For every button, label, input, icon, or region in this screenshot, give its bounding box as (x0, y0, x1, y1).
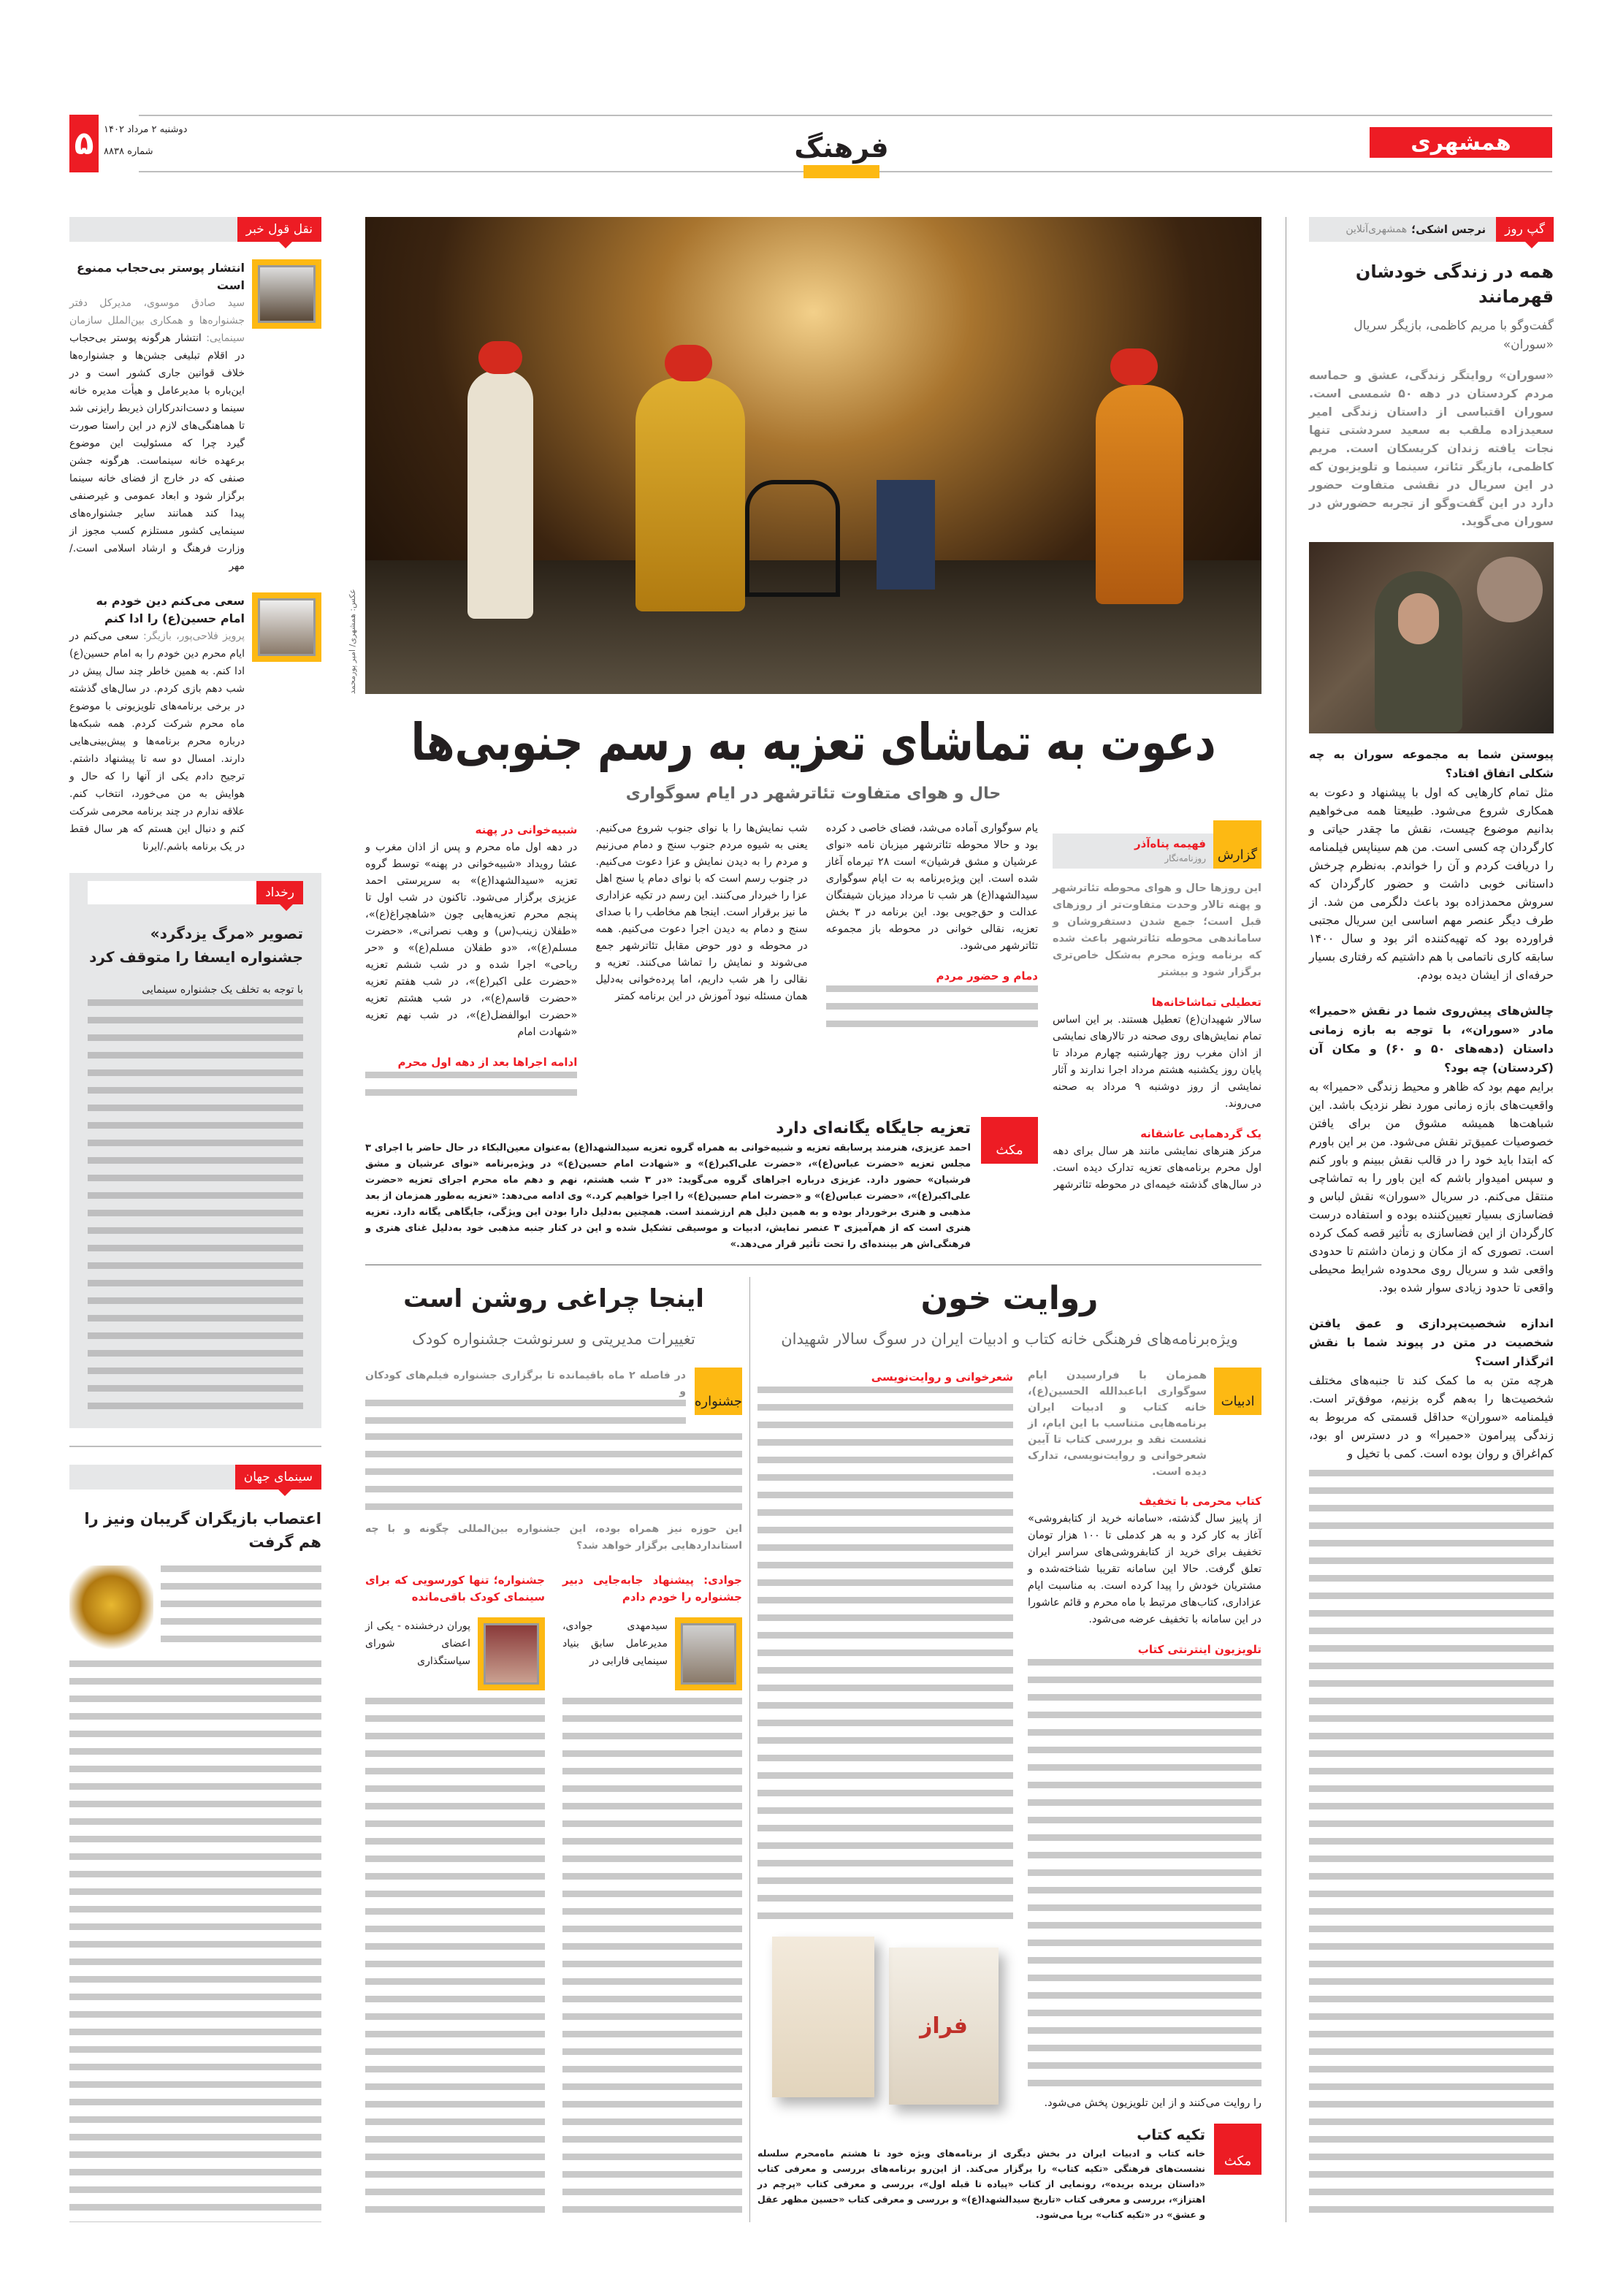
center-content (365, 707, 1261, 2222)
festival-lead-block (365, 1368, 686, 1433)
actress-photo (1309, 542, 1554, 733)
interview-headline: همه در زندگی خودشان قهرمانند (1355, 262, 1554, 307)
derakhshandeh-row (365, 1617, 545, 1690)
festival-lead: در فاصله ۲ ماه باقیمانده تا برگزاری جشنواره فیلم‌های کودکان و (365, 1370, 686, 1397)
maks-text: احمد عزیزی، هنرمند پرسابقه تعزیه و شبیه‌خوانی به همراه گروه تعزیه سیدالشهدا(ع) به‌عنوان معین‌البکاء در حال حاضر با اجرای ۳ مجلس تعزیه «حضرت عباس(ع)»، «حضرت علی‌اکبر(ع)» و «شهادت امام حسین(ع)» در ویژه‌برنامه «نوای عرشیان و مشق فرشیان» حضور دارد. عزیزی درباره اجراهای گروه می‌گوید: «در ۳ شب هشتم، نهم و دهم ماه محرم اجرای تعزیه «حضرت علی‌اکبر(ع)»، «حضرت عباس(ع)» و «حضرت امام حسین(ع)» را اجرا خواهیم کرد.» وی ادامه می‌دهد: «تعزیه به‌طور همزمان از بعد مذهبی و هنری برخوردار بوده و به همین دلیل هم ارزشمند است. همچنین به‌دلیل دارا بودن این ویژگی، جایگاهی یگانه دارد. تعزیه هنری است که از هم‌آمیزی ۳ عنصر نمایش، ادبیات و موسیقی تشکیل شده و این در کنار جنبه مذهبی خود به‌دلیل غنای هنری و فرهنگی‌اش هر بیننده‌ای را تحت تأثیر قرار می‌دهد.» (365, 1143, 972, 1250)
section-title: فرهنگ (794, 131, 889, 164)
tag-world-cinema: سینمای جهان (235, 1465, 321, 1490)
answer-1: مثل تمام کارهایی که اول با پیشنهاد و دعوت به همکاری شروع می‌شود. طبیعتا همه می‌خواهیم بدانیم موضوع چیست، نقش ما چقدر حیاتی و کارگردان چه کسی است. من هم سیناپس فیلمنامه را دریافت کردم و آن را خواندم. به‌نظرم چرخش داستانی خوبی داشت و حضور کارگردان که سروش محمدزاده بود باعث دلگرمی من شد. از طرف دیگر عنصر مهم اساسی این سریال مجتبی فراورده بود که تهیه‌کننده اثر بود و سال ۱۴۰۰ سابقه کاری ناتمامی با هم داشتیم که رفتاری بسیار حرفه‌ای از ایشان دیده بودم. (1309, 785, 1554, 982)
quote-2-text: سعی می‌کنم در ایام محرم دین خودم را به امام حسین(ع) ادا کنم. به همین خاطر چند سال پیش در شب دهم بازی کردم. در سال‌های گذشته در برخی برنامه‌های تلویزیونی با موضوع ماه محرم شرکت کردم. همه شبکه‌ها درباره محرم برنامه‌ها و پیش‌بینی‌هایی دارند. امسال دو سه تا پیشنهاد داشتم. ترجیح دادم یکی از آنها را که حال و هوایش به من می‌خورد، انتخاب کنم. علاقه ندارم در چند برنامه محرمی شرکت کنم و دنبال این هستم که هر سال فقط در یک برنامه باشم./ایرنا (69, 630, 245, 853)
maks-books-content (757, 2124, 1205, 2222)
discount-text: از پاییز سال گذشته، «سامانه خرید از کتابفروشی» آغاز به کار کرد و به هر کدملی تا ۱۰۰ هزار تومان تخفیف برای خرید از کتابفروشی‌های سراسر ایران تعلق گرفت. حالا این سامانه تقریبا شناخته‌شده و مشتریان خودش را پیدا کرده است. به مناسبت ایام عزاداری، کتاب‌های مرتبط با ماه محرم و قائم عاشورا در این سامانه با تخفیف عرضه می‌شود. (1028, 1513, 1261, 1625)
subhead-gerdhamaei: یک گردهمایی عاشقانه (1140, 1127, 1261, 1140)
festival-lead-end: این حوزه نیز همراه بوده، این جشنواره بین‌المللی چگونه و با چه استانداردهایی برگزار خواهد شد؟ (365, 1523, 742, 1552)
main-headline-wrap (365, 707, 1261, 777)
report-body (365, 820, 1261, 1253)
subhead-edameh: ادامه اجراها بعد از دهه اول محرم (397, 1056, 578, 1069)
tag-bar-quotes (69, 217, 321, 242)
interview-continued-text (1309, 1470, 1554, 2222)
subhead-javadi: جوادی: پیشنهاد جابه‌جایی دبیر جشنواره را خودم دادم (562, 1574, 742, 1603)
article-divider (749, 1277, 750, 2222)
javadi-text-continued (562, 1698, 742, 2222)
answer-2: برایم مهم بود که ظاهر و محیط زندگی «حمیرا» به واقعیت‌های بازه زمانی مورد نظر نزدیک باشد. این شباهت‌ها همیشه مشوق من برای یافتن خصوصیات عمیق‌تر نقش می‌شود. من بر این باورم که ابتدا باید خود را در قالب نقش ببینم و باور کنم و سپس امیدوار باشم که این باور را به تماشاچی منتقل می‌کنم. در سریال «سوران» نقش لباس و فضاسازی بسیار تعیین‌کننده بوده و استفاده درست کارگردان از این فضاسازی به تأثیر قصه کمک کرده است. تصوری که از مکان و زمان داشتم تا حدودی واقعی شد و سریال روی محدوده شرایط محیطی واقعی تا حدود زیادی سوار شده بود. (1309, 1080, 1554, 1294)
books-lead-row (1028, 1368, 1261, 1480)
question-3: اندازه شخصیت‌پردازی و عمق یافتن شخصیت در متن در پیوند شما با نقش اثرگذار است؟ (1309, 1316, 1554, 1368)
quote-1-source: سید صادق موسوی، مدیرکل دفتر جشنواره‌ها و همکاری بین‌الملل سازمان سینمایی: (69, 297, 245, 344)
quote-2-title: سعی می‌کنم دین خودم به امام حسین(ع) را ادا کنم (96, 594, 245, 625)
issue-date: دوشنبه ۲ مرداد ۱۴۰۲ (104, 124, 188, 135)
interview-subhead: گفت‌وگو با مریم کاظمی، بازیگر سریال «سوران» (1354, 319, 1554, 352)
books-article (757, 1277, 1261, 2222)
festival-interviews (365, 1572, 742, 2222)
report-column-4 (365, 820, 577, 1105)
lower-articles (365, 1277, 1261, 2222)
world-cinema-text (69, 1660, 321, 2222)
page-number: ۵ (69, 115, 99, 172)
header-top-rule (139, 115, 1552, 116)
kicker-literature: ادبیات (1214, 1368, 1261, 1415)
internet-tv-text (1028, 1659, 1261, 2088)
books-headline: روایت خون (920, 1280, 1099, 1317)
event-text (88, 999, 303, 1417)
quote-1-title: انتشار پوستر بی‌حجاب ممنوع است (77, 261, 245, 292)
report-columns-2-4 (365, 820, 1038, 1253)
world-cinema-text-top (161, 1565, 321, 1653)
festival-article (365, 1277, 742, 2222)
subhead-tatili: تعطیلی تماشاخانه‌ها (1151, 996, 1261, 1009)
tag-bar-world-cinema (69, 1465, 321, 1490)
quote-1-content (69, 259, 245, 575)
article-column-4: در دهه اول ماه محرم و پس از اذان مغرب و عشا رویداد «شبیه‌خوانی در پهنه» توسط گروه تعزیه «سیدالشهدا(ع)» به سرپرستی احمد عزیزی برگزار می‌شود. تاکنون در شب اول تا پنجم محرم تعزیه‌هایی چون «شاهچراغ(ع)»، «طفلان زینب(س) و وهب نصرانی»، «حضرت مسلم(ع)»، «دو طفلان مسلم(ع)» و «حر ریاحی» اجرا شده و در شب ششم تعزیه «حضرت علی اکبر(ع)»، در شب هفتم تعزیه «حضرت قاسم(ع)»، در شب هشتم تعزیه «حضرت ابوالفضل(ع)»، در شب نهم تعزیه «شهادت امام (365, 842, 578, 1038)
tag-event: رخداد (256, 881, 303, 904)
photo-credit: عکس: همشهری/ امیر پورمحمد (348, 589, 357, 694)
quote-1-body (69, 294, 245, 575)
kicker-report: گزارش (1213, 820, 1261, 869)
report-column-3 (595, 820, 807, 1005)
edameh-text (365, 1072, 577, 1105)
tazieh-performance-photo (365, 217, 1261, 694)
golden-lion-image (69, 1565, 153, 1653)
question-2: چالش‌های پیش‌روی شما در نقش «حمیرا» مادر «سوران»، با توجه به بازه زمانی داستان (دهه‌های ۵۰ و ۶۰) و مکان آن (کردستان) چه بود؟ (1309, 1004, 1554, 1075)
tag-news-quote: نقل قول خبر (237, 217, 321, 242)
maks-content (365, 1117, 971, 1253)
maks-tag: مکث (981, 1117, 1038, 1164)
tag-gap-rooz: گپ روز (1496, 217, 1554, 242)
reporter-role: روزنامه‌نگار (1164, 853, 1206, 863)
derakhshandeh-text: پوران درخشنده - یکی از اعضای شورای سیاستگذاری (365, 1620, 470, 1667)
maks-text-books: خانه کتاب و ادبیات ایران در بخش دیگری از برنامه‌های ویژه خود تا هشتم ماه‌محرم سلسله نشست‌های فرهنگی «تکیه کتاب» را برگزار می‌کند. از این‌رو برنامه‌های بررسی و معرفی کتاب «داستان بریده بریده»، رونمایی از کتاب «پیاده تا قبله اول»، بررسی و معرفی کتاب «پرچم در اهتزاز»، بررسی و معرفی کتاب «تاریخ سیدالشهدا(ع)» و بررسی و معرفی کتاب «حسین مظهر عقل و عشق» در «تکیه کتاب» برپا می‌شود. (757, 2148, 1205, 2220)
fallahipour-photo (252, 592, 321, 662)
quote-2-source: پرویز فلاحی‌پور، بازیگر: (142, 630, 245, 642)
festival-headline: اینجا چراغی روشن است (403, 1284, 704, 1313)
subhead-domam: دمام و حضور مردم (936, 969, 1038, 983)
subhead-poetry: شعرخوانی و روایت‌نویسی (871, 1370, 1013, 1384)
section-underline (804, 165, 879, 178)
quote-1-text: انتشار هرگونه پوستر بی‌حجاب در اقلام تبلیغی جشن‌ها و جشنواره‌ها خلاف قوانین جاری کشور است و در این‌باره با مدیرعامل و هیأت مدیره خانه سینما و دست‌اندرکاران ذیربط رایزنی شد تا هماهنگی‌های لازم در این راستا صورت گیرد چرا که مسئولیت این موضوع برعهده خانه سینماست. هرگونه جشن صنفی که در خارج از فضای خانه سینما برگزار شود و ابعاد عمومی و غیرصنفی پیدا کند همانند سایر جشنواره‌های سینمایی کشور مستلزم کسب مجوز از وزارت فرهنگ و ارشاد اسلامی است./مهر (69, 332, 245, 572)
issue-number: شماره ۸۸۳۸ (104, 146, 153, 157)
interview-lead: «سوران» روایتگر زندگی، عشق و حماسه مردم کردستان در دهه ۵۰ شمسی است. سوران اقتباسی از داستان زندگی امیر سعیدزاده ملقب به سعید سردشتی تنها نجات یافته زندان کریسکان است. مریم کاظمی، بازیگر تئاتر، سینما و تلویزیون که در این سریال در نقشی متفاوت حضور دارد در این گفت‌وگو از تجربه حضورش در سوران می‌گوید. (1309, 368, 1554, 528)
festival-lead-continued-a (365, 1400, 686, 1433)
byline-row (1053, 820, 1261, 869)
reporter-byline (1053, 834, 1213, 869)
main-headline: دعوت به تماشای تعزیه به رسم جنوبی‌ها (411, 712, 1216, 772)
javadi-photo (675, 1617, 742, 1690)
subhead-internet-tv: تلویزیون اینترنتی کتاب (1137, 1643, 1261, 1656)
subhead-derakhshandeh: جشنواره؛ تنها کورسویی که برای سینمای کودک باقی‌مانده (365, 1574, 545, 1603)
kicker-festival: جشنواره (695, 1368, 742, 1415)
quote-2 (69, 592, 321, 855)
maks-sidebar (365, 1117, 1038, 1253)
left-column (69, 217, 321, 2222)
books-column-1 (1028, 1368, 1261, 2112)
question-1: پیوستن شما به مجموعه سوران به چه شکلی اتفاق افتاد؟ (1309, 747, 1554, 780)
books-column-2 (757, 1368, 1013, 2112)
world-cinema-title: اعتصاب بازیگران گریبان ونیز را هم گرفت (84, 1510, 321, 1551)
javadi-text: سیدمهدی جوادی، مدیرعامل سابق بنیاد سینمایی فارابی در (562, 1620, 668, 1667)
festival-subhead: تغییرات مدیریتی و سرنوشت جشنواره کودک (412, 1330, 695, 1348)
book-covers (757, 1937, 1013, 2112)
article-lead: این روزها حال و هوای محوطه تئاترشهر و پهنه تالار وحدت متفاوت‌تر از روزهای قبل است؛ جمع شدن دستفروشان و ساماندهی محوطه تئاترشهر باعث شده که برنامه ویژه محرم به‌شکل خاص‌تری برگزار شود و بیشتر (1053, 882, 1261, 978)
domam-text (826, 985, 1038, 1037)
derakhshandeh-text-continued (365, 1698, 545, 2222)
books-columns (757, 1368, 1261, 2112)
report-column-1 (1053, 820, 1261, 1194)
festival-lead-continued-b (365, 1433, 742, 1521)
newspaper-logo: همشهری (1370, 127, 1552, 158)
poetry-text (757, 1387, 1013, 1925)
report-column-2 (826, 820, 1038, 1037)
reporter-name: فهیمه پناه‌آذر (1134, 837, 1206, 850)
books-lead: همزمان با فرارسیدن ایام سوگواری اباعبدالله الحسین(ع)، خانه کتاب و ادبیات ایران برنامه‌هایی متناسب با این ایام، از نشست نقد و بررسی کتاب تا آیین شعرخوانی و روایت‌نویسی، تدارک دیده است. (1028, 1370, 1207, 1478)
subhead-discount: کتاب محرمی با تخفیف (1139, 1495, 1261, 1508)
books-subhead: ویژه‌برنامه‌های فرهنگی خانه کتاب و ادبیات ایران در سوگ سالار شهیدان (781, 1330, 1238, 1348)
world-cinema-top (69, 1565, 321, 1653)
maks-title-books: تکیه کتاب (1137, 2126, 1205, 2143)
event-title: تصویر «مرگ یزدگرد» جشنواره ایسفا را متوقف کرد (89, 925, 303, 966)
derakhshandeh-photo (478, 1617, 545, 1690)
book-cover-1 (772, 1937, 874, 2097)
quote-2-body (69, 628, 245, 855)
subhead-shabihkhani: شبیه‌خوانی در پهنه (475, 823, 578, 836)
article-column-3: شب نمایش‌ها را با نوای جنوب شروع می‌کنیم. یعنی به شیوه مردم جنوب سنج و دمام می‌زنیم و مردم را به دیدن نمایش و عزا دعوت می‌کنیم. در جنوب رسم است که با نوای دمام یا سنج اهل عزا را خبردار می‌کنند. این رسم در تکیه عزاداری ما نیز برقرار است. اینجا هم مخاطب را با صدای سنج و دمام به دیدن اجرا دعوت می‌کنیم. همه در محوطه و دور حوض مقابل تئاترشهر جمع می‌شوند و نمایش را تماشا می‌کنند. تعزیه و نقالی را هر شب داریم، اما پرده‌خوانی به‌دلیل همان مسئله نبود آموزش در این برنامه کمتر (595, 823, 808, 1002)
article-column-2: یام سوگواری آماده می‌شد، فضای خاصی د کرده بود و حالا محوطه تئاترشهر میزبان نامه «نوای عرشیان و مشق فرشیان» است ۲۸ تیرماه آغاز شده است. این ویژه‌برنامه به ت ایام سوگواری سیدالشهدا(ع) هر شب تا مرداد میزبان شیفتگان عدالت و حق‌جویی بود. این برنامه در ۳ بخش تعزیه، نقالی خوانی در محوطه باز مجموعه تئاترشهر می‌شود. (825, 823, 1038, 952)
tatili-text: سالار شهیدان(ع) تعطیل هستند. بر این اساس تمام نمایش‌های روی صحنه در تالارهای نمایشی از اذان مغرب روز چهارشنبه چهارم مرداد تا پایان روز یکشنبه هشتم مرداد اجرا ندارند و آثار نمایشی از روز دوشنبه ۹ مرداد به صحنه می‌روند. (1053, 1014, 1261, 1110)
javadi-row (562, 1617, 742, 1690)
maks-title: تعزیه جایگاه یگانه‌ای دارد (776, 1119, 971, 1137)
maks-tag-books: مکث (1214, 2124, 1261, 2175)
quote-2-content (69, 592, 245, 855)
report-columns-row (365, 820, 1038, 1105)
gerdhamaei-text: مرکز هنرهای نمایشی مانند هر سال برای دهه اول محرم برنامه‌های تعزیه تدارک دیده است. در سال‌های گذشته خیمه‌ای در محوطه تئاترشهر (1053, 1145, 1261, 1191)
book-title: فراز (920, 2013, 968, 2039)
mousavi-photo (252, 259, 321, 329)
outlet-name: همشهری‌آنلاین (1345, 224, 1408, 235)
book-cover-2 (889, 1948, 999, 2105)
author-name: نرجس اشکی؛ (1411, 223, 1486, 236)
maks-books (757, 2124, 1261, 2222)
tag-bar-gap-rooz (1309, 217, 1554, 242)
left-divider (69, 1446, 321, 1447)
event-box (69, 873, 321, 1428)
quote-1 (69, 259, 321, 575)
javadi-column (562, 1572, 742, 2222)
internet-tv-text-end: را روایت می‌کنند و از این تلویزیون پخش می‌شود. (1044, 2097, 1261, 2109)
event-lead: با توجه به تخلف یک جشنواره سینمایی (142, 984, 303, 996)
main-subhead: حال و هوای متفاوت تئاترشهر در ایام سوگواری (625, 785, 1001, 803)
right-column (1309, 217, 1554, 2222)
tag-bar-event (88, 881, 303, 904)
festival-lead-row (365, 1368, 742, 1433)
derakhshandeh-column (365, 1572, 545, 2222)
answer-3: هرچه متن به ما کمک کند تا جنبه‌های مختلف شخصیت‌ها را به‌هم گره بزنیم، موفق‌تر است. فیلمنامه «سوران» حداقل قسمتی که مربوط به زندگی پیرامون «حمیرا» و در دسترس او بود، کم‌اغراق و روان بوده است. کمی با تخیل و (1309, 1373, 1554, 1460)
